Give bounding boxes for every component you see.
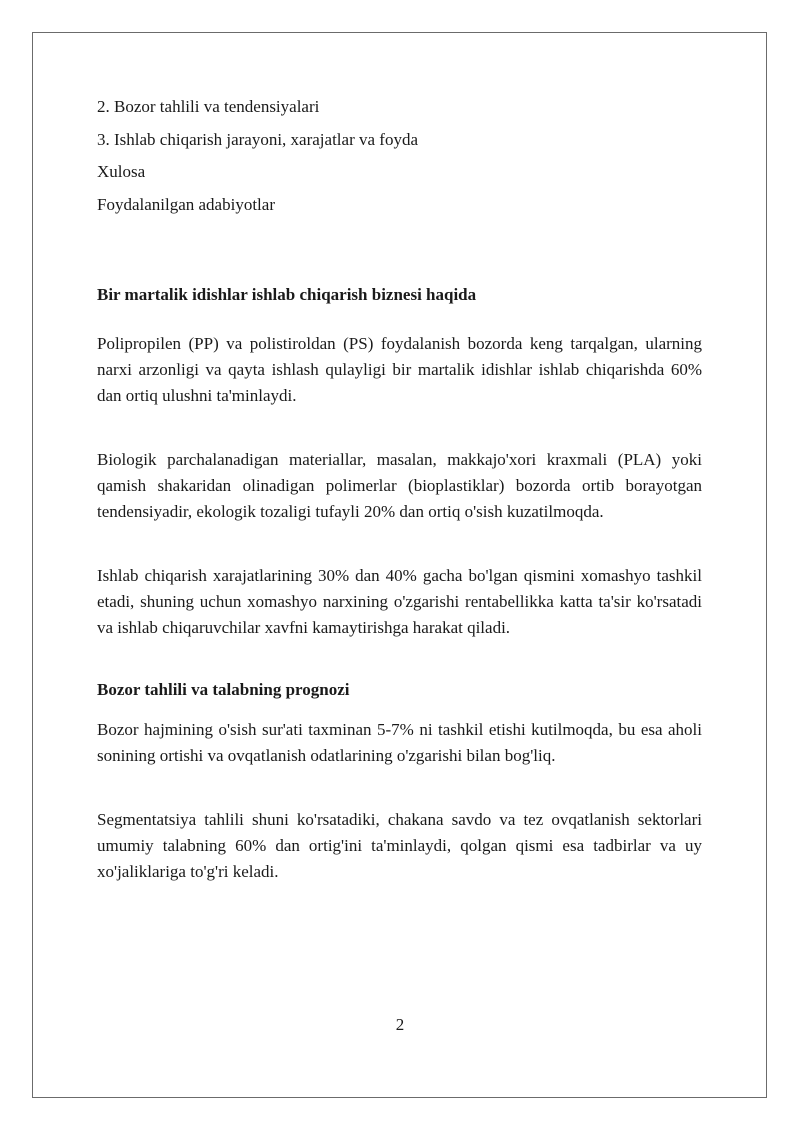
page-content bbox=[97, 96, 702, 885]
toc-item-production: 3. Ishlab chiqarish jarayoni, xarajatlar va foyda bbox=[97, 129, 418, 149]
table-of-contents bbox=[97, 96, 702, 216]
toc-item-market-analysis: 2. Bozor tahlili va tendensiyalari bbox=[97, 97, 320, 116]
paragraph-segmentation: Segmentatsiya tahlili shuni ko'rsatadiki, chakana savdo va tez ovqatlanish sektorlari umumiy talabning 60% dan ortig'ini ta'minlaydi, qolgan qismi esa tadbirlar va uy xo'jaliklariga to'g'ri keladi. bbox=[97, 809, 702, 881]
paragraph-raw-materials: Ishlab chiqarish xarajatlarining 30% dan 40% gacha bo'lgan qismini xomashyo tashkil etadi, shuning uchun xomashyo narxining o'zgarishi rentabellikka katta ta'sir ko'rsatadi va ishlab chiqaruvchilar xavfni kamaytirishga harakat qiladi. bbox=[97, 565, 702, 637]
page-number: 2 bbox=[395, 1015, 405, 1034]
section-heading-market: Bozor tahlili va talabning prognozi bbox=[97, 679, 350, 699]
toc-item-conclusion: Xulosa bbox=[97, 162, 146, 181]
paragraph-market-growth: Bozor hajmining o'sish sur'ati taxminan 5-7% ni tashkil etishi kutilmoqda, bu esa aholi sonining ortishi va ovqatlanish odatlarining o'zgarishi bilan bog'liq. bbox=[97, 719, 702, 765]
section-heading-business: Bir martalik idishlar ishlab chiqarish biznesi haqida bbox=[97, 284, 477, 304]
paragraph-bioplastics: Biologik parchalanadigan materiallar, masalan, makkajo'xori kraxmali (PLA) yoki qamish shakaridan olinadigan polimerlar (bioplastiklar) bozorda ortib borayotgan tendensiyadir, ekologik tozaligi tufayli 20% dan ortiq o'sish kuzatilmoqda. bbox=[97, 449, 702, 521]
paragraph-materials: Polipropilen (PP) va polistiroldan (PS) foydalanish bozorda keng tarqalgan, ularning narxi arzonligi va qayta ishlash qulayligi bir martalik idishlar ishlab chiqarishda 60% dan ortiq ulushni ta'minlaydi. bbox=[97, 333, 702, 405]
toc-item-references: Foydalanilgan adabiyotlar bbox=[97, 194, 275, 214]
